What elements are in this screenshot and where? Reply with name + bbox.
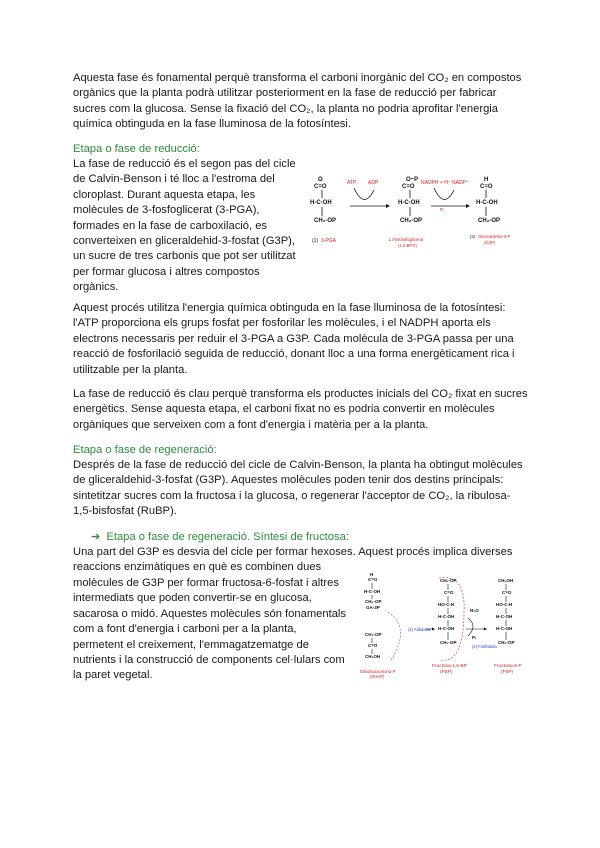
bpg-co: C=O [402,184,415,190]
nadph-curve-arrow [434,188,454,200]
fbp-c5: H-C-OH [438,626,455,631]
f6p-label: Fructosa-6-P [494,664,522,669]
aldolase-curve [388,612,401,662]
f6p-c1: CH₂OH [498,578,514,583]
dhap-ch2op-2: CH₂-OP [365,632,382,637]
g3p-label: Gliceraldehid-3-P [478,234,511,239]
fructose-paragraph-1b: molècules de G3P per formar fructosa-6-fosfat i altres intermediats que poden convertir-se en glucosa, sacarosa o midó. Aquestes molècules són fonamentals com a font d'energia i carboni per a la planta, permetent el creixement, l'emmagatzematge de nutrients i la construcció de components cel·lulars com la paret vegetal. [73,577,347,682]
dhap-ch2op: CH₂-OP [365,599,382,604]
reduction-paragraph-3: La fase de reducció és clau perquè transforma els productes inicials del CO₂ fixat en sucres energètics. Sense aquesta etapa, el carboni fixat no es podria convertir en molècules orgàniques que serveixen com a font d'energia i matèria per a la planta. [73,388,528,431]
bpg-op: O~P [406,177,419,183]
fosfatasa-label: (2) Fosfatasa [472,644,497,649]
f6p-c6: CH₂-OP [498,640,515,645]
fbp-label-2: (FBP) [440,670,453,675]
f6p-c4: H-C-OH [496,614,513,619]
regeneration-paragraph: Després de la fase de reducció del cicle de Calvin-Benson, la planta ha obtingut molècules de gliceraldehid-3-fosfat (G3P). Aquestes molècules poden tenir dos destins principals: sintetitzar sucres com la fructosa i la glucosa, o regenerar l'acceptor de CO₂, la ribulosa-1,5-bisfosfat (RuBP). [73,459,523,518]
adp-label: ADP [368,180,379,186]
bpg-label: 1,3-bisfosfoglicerat [388,237,424,242]
reduction-heading: Etapa o fase de reducció: [73,143,200,155]
pga-label: 3-PGA [321,238,337,244]
fbp-c2: C=O [444,590,454,595]
aldolase-label: (1) Aldolasa [408,627,431,632]
reduction-paragraph-1: La fase de reducció és el segon pas del cicle de Calvin-Benson i té lloc a l'estroma del cloroplast. Durant aquesta etapa, les molècules de 3-fosfoglicerat (3-PGA), formades en la fase de carboxilació, es converteixen en gliceraldehid-3-fosfat (G3P), un sucre de tres carbonis que pot ser utilitzat per formar glucosa i altres compostos orgànics. [73,158,296,294]
dhap-co: C=O [368,577,378,582]
pi-label-2: Pᵢ [472,635,476,640]
fosfatasa-curve [468,618,473,636]
bpg-label-2: (1,3-BPG) [398,243,417,248]
pga-roman: (1) [312,238,319,244]
pga-co: C=O [314,184,327,190]
reduction-reaction-diagram [304,172,519,264]
f6p-c2: C=O [502,590,512,595]
f6p-c5: H-C-OH [496,626,513,631]
dhap-label-2: (DHAP) [370,674,385,679]
arrow-right-icon: ➔ [91,531,101,543]
reduction-paragraph-2: Aquest procés utilitza l'energia química obtinguda en la fase lluminosa de la fotosíntesi: l'ATP proporciona els grups fosfat per fosforilar les molècules, i el NADPH aporta els electrons necessaris per reduir el 3-PGA a G3P. Cada molècula de 3-PGA passa per una reacció de fosforilació seguida de reducció, donant lloc a una forma energèticament rica i utilitzable per la planta. [73,302,515,376]
dhap-co-2: C=O [368,643,378,648]
fbp-label: Fructosa-1,6-BP [432,664,467,669]
regeneration-heading: Etapa o fase de regeneració: [73,444,217,456]
g3p-label-2: (G3P) [484,240,496,245]
h2o-label: H₂O [470,608,479,613]
pga-ch2op: CH₂-OP [314,218,336,224]
atp-curve-arrow [354,188,374,200]
fructose-heading [91,530,349,545]
fbp-c4: H-C-OH [438,614,455,619]
g3p-co: C=O [480,184,493,190]
bpg-ch2op: CH₂-OP [400,218,422,224]
g3p-hcoh: H-C-OH [476,200,498,206]
pga-o: O [318,177,323,183]
pi-label: Pᵢ [440,207,444,212]
fructose-paragraph-1a: Una part del G3P es desvia del cicle per formar hexoses. Aquest procés implica diverses reaccions enzimàtiques en què es combinen dues [73,546,513,574]
fbp-c3: HO-C-H [438,602,455,607]
dhap-label: Dihidroxiacetona-P [360,669,396,674]
dhap-ch2oh: CH₂OH [365,654,381,659]
fructose-synthesis-diagram [360,572,530,684]
nadph-label: NADPH + H⁺ [421,180,451,186]
fructose-heading-text: Etapa o fase de regeneració. Síntesi de fructosa: [106,531,349,543]
f6p-c3: HO-C-H [496,602,513,607]
dhap-ga3p: GA-3P [366,605,380,610]
f6p-label-2: (F6P) [501,670,513,675]
g3p-ch2op: CH₂-OP [478,218,500,224]
pga-hcoh: H-C-OH [310,200,332,206]
g3p-h: H [484,177,489,183]
g3p-roman: (3) [470,234,476,239]
dhap-hcoh: H-C-OH [364,589,381,594]
dhap-h: H [370,572,374,577]
intro-paragraph: Aquesta fase és fonamental perquè transforma el carboni inorgànic del CO₂ en compostos orgànics que la planta podrà utilitzar posteriorment en la fase de reducció per fabricar sucres com la glucosa. Sense la fixació del CO₂, la planta no podria aprofitar l'energia química obtinguda en la fase lluminosa de la fotosíntesi. [73,72,522,131]
atp-label: ATP [347,180,357,186]
bpg-hcoh: H-C-OH [398,200,420,206]
fbp-c6: CH₂-OP [440,640,457,645]
fbp-c1: CH₂-OP [440,578,457,583]
nadp-label: NADP⁺ [452,180,469,186]
